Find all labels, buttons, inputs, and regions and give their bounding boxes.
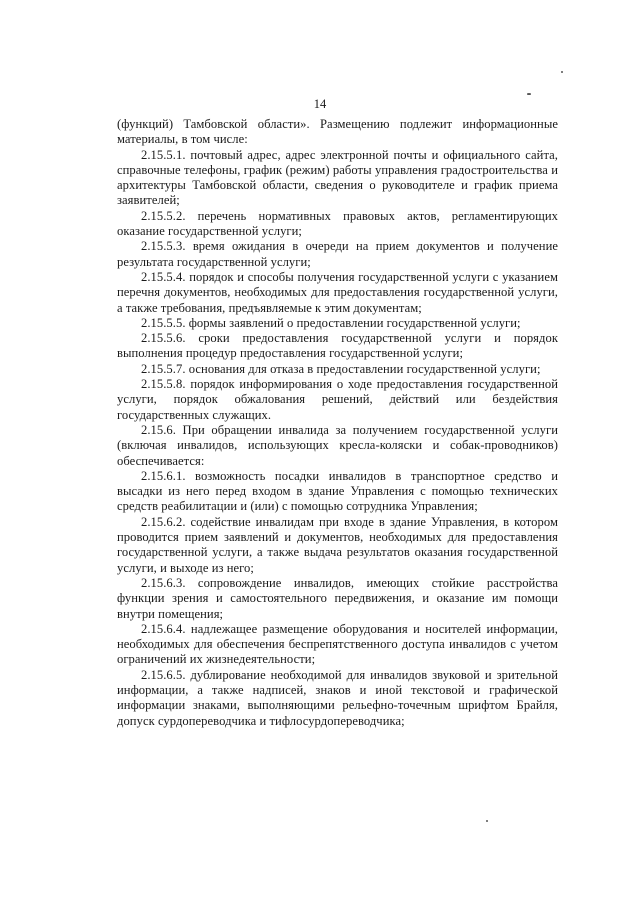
scan-speck xyxy=(486,820,488,822)
paragraph-2-15-6-5: 2.15.6.5. дублирование необходимой для инвалидов звуковой и зрительной информации, а также надписей, знаков и иной текстовой и графической информации знаками, выполняющими рельефно-точечным шрифтом Брайля, допуск сурдопереводчика и тифлосурдопереводчика; xyxy=(117,667,558,728)
scan-speck xyxy=(527,93,531,95)
paragraph-2-15-5-8: 2.15.5.8. порядок информирования о ходе предоставления государственной услуги, порядок обжалования решений, действий или бездействия государственных служащих. xyxy=(117,377,558,422)
paragraph-2-15-5-2: 2.15.5.2. перечень нормативных правовых актов, регламентирующих оказание государственной услуги; xyxy=(117,208,558,239)
paragraph-2-15-5-5: 2.15.5.5. формы заявлений о предоставлении государственной услуги; xyxy=(141,315,521,330)
paragraph-2-15-5-6: 2.15.5.6. сроки предоставления государственной услуги и порядок выполнения процедур предоставления государственной услуги; xyxy=(117,331,558,361)
paragraph-intro: (функций) Тамбовской области». Размещению подлежит информационные материалы, в том числе: xyxy=(117,117,558,147)
paragraph-2-15-6-1: 2.15.6.1. возможность посадки инвалидов в транспортное средство и высадки из него перед входом в здание Управления с помощью технических средств реабилитации и (или) с помощью сотрудника Управления; xyxy=(117,468,558,514)
paragraph-2-15-5-7: 2.15.5.7. основания для отказа в предоставлении государственной услуги; xyxy=(141,361,541,376)
paragraph-2-15-6-3: 2.15.6.3. сопровождение инвалидов, имеющих стойкие расстройства функции зрения и самостоятельного передвижения, и оказание им помощи внутри помещения; xyxy=(117,575,558,621)
paragraph-2-15-5-4: 2.15.5.4. порядок и способы получения государственной услуги с указанием перечня документов, необходимых для предоставления государственной услуги, а также требования, предъявляемые к этим документам; xyxy=(117,269,558,315)
scan-speck xyxy=(561,71,563,73)
page-number: 14 xyxy=(313,97,327,111)
paragraph-2-15-6-4: 2.15.6.4. надлежащее размещение оборудования и носителей информации, необходимых для обеспечения беспрепятственного доступа инвалидов с учетом ограничений их жизнедеятельности; xyxy=(117,621,558,667)
document-body xyxy=(117,117,558,729)
paragraph-2-15-5-1: 2.15.5.1. почтовый адрес, адрес электронной почты и официального сайта, справочные телефоны, график (режим) работы управления градостроительства и архитектуры Тамбовской области, сведения о руководителе и график приема заявителей; xyxy=(117,147,558,208)
paragraph-2-15-5-3: 2.15.5.3. время ожидания в очереди на прием документов и получение результата государственной услуги; xyxy=(117,239,558,269)
paragraph-2-15-6: 2.15.6. При обращении инвалида за получением государственной услуги (включая инвалидов, использующих кресла-коляски и собак-проводников) обеспечивается: xyxy=(117,422,558,468)
paragraph-2-15-6-2: 2.15.6.2. содействие инвалидам при входе в здание Управления, в котором проводится прием заявлений и документов, необходимых для предоставления государственной услуги, а также выдача результатов оказания государственной услуги, и выходе из него; xyxy=(117,514,558,575)
